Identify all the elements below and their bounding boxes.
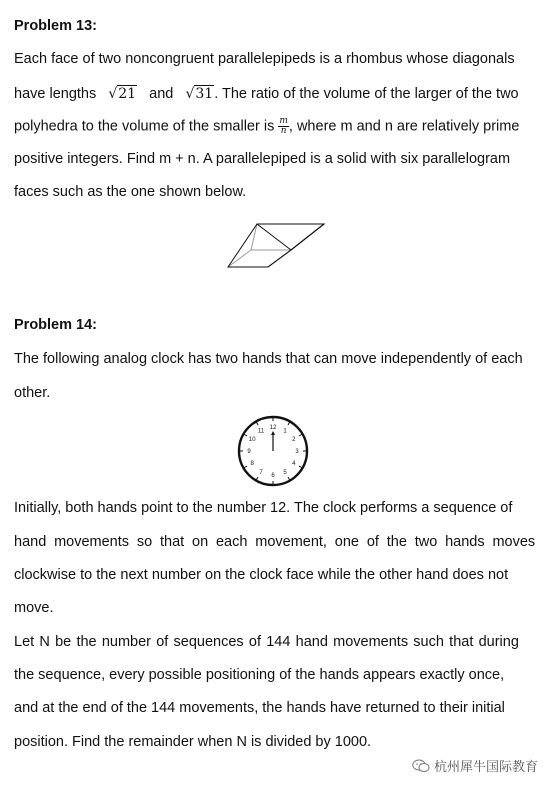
p14-text-9: and at the end of the 144 movements, the hands have returned to their initial: [14, 700, 505, 716]
clock-number: 4: [292, 461, 296, 468]
clock-number: 12: [269, 425, 277, 432]
parallelepiped-figure: [224, 218, 328, 274]
clock-number: 6: [271, 473, 275, 480]
problem-14-line-5: [14, 567, 534, 583]
p14-text-10: position. Find the remainder when N is divided by 1000.: [14, 734, 372, 750]
problem-14-line-9: [14, 700, 534, 716]
p14-text-8: the sequence, every possible positioning of the hands appears exactly once,: [14, 667, 505, 683]
problem-14-line-6: [14, 600, 534, 616]
clock-number: 7: [259, 469, 263, 476]
p13-text-3b: , where m and n are relatively prime: [288, 118, 520, 135]
problem-14-line-3: [14, 500, 534, 516]
problem-13-line-4: [14, 151, 534, 167]
watermark-text: 杭州犀牛国际教育: [433, 759, 538, 774]
analog-clock-figure: [236, 414, 310, 488]
clock-number: 8: [250, 461, 254, 468]
p13-text-3a: polyhedra to the volume of the smaller is: [14, 118, 275, 135]
fraction-denominator: n: [280, 126, 287, 136]
clock-number: 9: [247, 449, 251, 456]
sqrt-21: √21: [108, 86, 137, 102]
fraction-m-over-n: [278, 117, 289, 136]
p14-text-6: move.: [14, 600, 54, 616]
p13-text-2b: . The ratio of the volume of the larger of the two: [214, 86, 519, 102]
wechat-icon: [412, 759, 430, 773]
p14-text-1: The following analog clock has two hands that can move independently of each: [14, 351, 523, 367]
problem-14-line-2: [14, 385, 534, 401]
watermark: [412, 756, 538, 775]
sqrt-21-radicand: 21: [118, 86, 137, 102]
clock-number: 5: [283, 469, 287, 476]
clock-number: 1: [283, 428, 287, 435]
p13-text-1: Each face of two noncongruent parallelepipeds is a rhombus whose diagonals: [14, 51, 515, 67]
p14-text-3: Initially, both hands point to the number 12. The clock performs a sequence of: [14, 500, 513, 516]
problem-14-line-1: [14, 351, 534, 367]
p13-text-5: faces such as the one shown below.: [14, 184, 247, 200]
problem-13-line-1: [14, 51, 534, 67]
problem-14-line-8: [14, 667, 534, 683]
clock-number: 10: [248, 437, 256, 444]
problem-14-line-7: [14, 634, 534, 650]
clock-number: 11: [257, 428, 265, 435]
fraction-numerator: m: [279, 116, 288, 126]
p14-text-4: hand movements so that on each movement, one of the two hands moves: [14, 534, 536, 550]
problem-13-line-5: [14, 184, 534, 200]
clock-number: 2: [292, 437, 296, 444]
p14-text-2: other.: [14, 385, 51, 401]
p14-text-7: Let N be the number of sequences of 144 hand movements such that during: [14, 634, 519, 650]
p14-text-5: clockwise to the next number on the clock face while the other hand does not: [14, 567, 509, 583]
sqrt-31-radicand: 31: [195, 86, 214, 102]
problem-14-line-10: [14, 734, 534, 750]
sqrt-31: √31: [185, 86, 214, 102]
problem-13-title: Problem 13:: [14, 18, 97, 34]
p13-text-2a: have lengths: [14, 86, 97, 102]
clock-number: 3: [295, 449, 299, 456]
p13-text-4: positive integers. Find m + n. A parallelepiped is a solid with six parallelogram: [14, 151, 511, 167]
p13-and: and: [149, 86, 174, 102]
problem-14-title: Problem 14:: [14, 317, 97, 333]
problem-14-line-4: [14, 534, 534, 550]
problem-13-line-3: [14, 117, 534, 136]
problem-13-line-2: [14, 86, 534, 102]
